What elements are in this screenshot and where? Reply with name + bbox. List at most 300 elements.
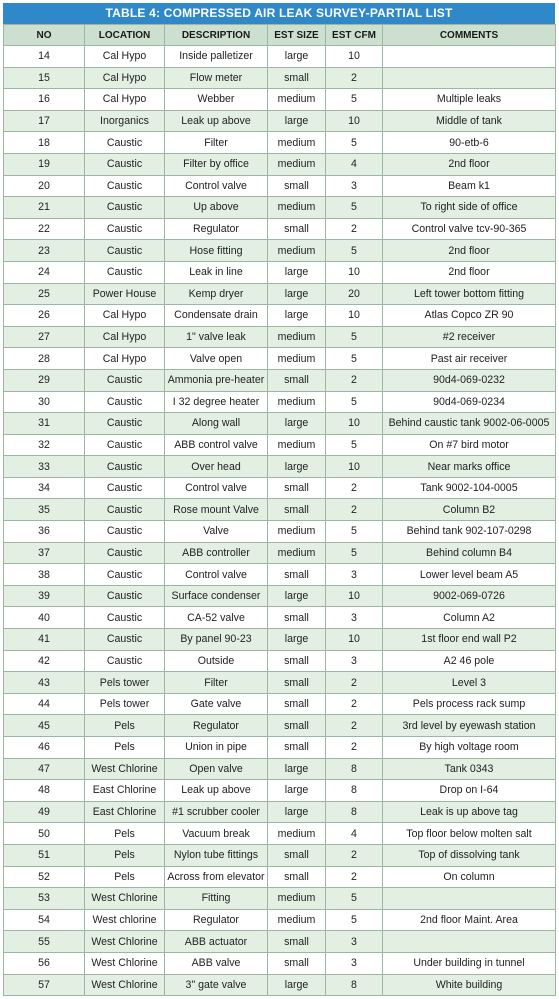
cell-description: Along wall <box>165 413 268 435</box>
cell-comments: Tank 9002-104-0005 <box>383 477 556 499</box>
cell-comments: Top of dissolving tank <box>383 844 556 866</box>
cell-est-size: large <box>268 46 326 68</box>
cell-comments <box>383 46 556 68</box>
cell-location: Caustic <box>85 218 165 240</box>
cell-est-size: medium <box>268 89 326 111</box>
cell-est-cfm: 2 <box>326 715 383 737</box>
cell-no: 28 <box>4 348 85 370</box>
cell-est-size: medium <box>268 197 326 219</box>
cell-comments: On column <box>383 866 556 888</box>
cell-location: West Chlorine <box>85 931 165 953</box>
cell-est-size: medium <box>268 132 326 154</box>
cell-est-cfm: 5 <box>326 434 383 456</box>
cell-comments: Leak is up above tag <box>383 801 556 823</box>
cell-description: ABB actuator <box>165 931 268 953</box>
table-row <box>4 175 556 197</box>
header-comments: COMMENTS <box>383 25 556 46</box>
cell-location: Inorganics <box>85 110 165 132</box>
cell-location: Pels <box>85 823 165 845</box>
cell-description: Ammonia pre-heater <box>165 369 268 391</box>
table-row <box>4 499 556 521</box>
cell-no: 39 <box>4 585 85 607</box>
cell-comments <box>383 67 556 89</box>
cell-no: 34 <box>4 477 85 499</box>
cell-est-cfm: 5 <box>326 132 383 154</box>
cell-est-cfm: 8 <box>326 974 383 996</box>
cell-location: West chlorine <box>85 909 165 931</box>
cell-location: West Chlorine <box>85 952 165 974</box>
cell-est-size: small <box>268 931 326 953</box>
cell-comments: 9002-069-0726 <box>383 585 556 607</box>
cell-est-cfm: 2 <box>326 67 383 89</box>
cell-no: 27 <box>4 326 85 348</box>
cell-comments: Left tower bottom fitting <box>383 283 556 305</box>
header-est-size: EST SIZE <box>268 25 326 46</box>
cell-description: Across from elevator <box>165 866 268 888</box>
cell-est-size: small <box>268 564 326 586</box>
table-row <box>4 758 556 780</box>
cell-est-cfm: 8 <box>326 780 383 802</box>
cell-no: 44 <box>4 693 85 715</box>
cell-location: Caustic <box>85 153 165 175</box>
cell-est-cfm: 3 <box>326 952 383 974</box>
leak-survey-table <box>3 24 556 996</box>
cell-est-size: large <box>268 974 326 996</box>
cell-location: Caustic <box>85 499 165 521</box>
table-row <box>4 952 556 974</box>
cell-no: 46 <box>4 737 85 759</box>
cell-comments: Tank 0343 <box>383 758 556 780</box>
cell-comments: By high voltage room <box>383 737 556 759</box>
cell-location: Caustic <box>85 650 165 672</box>
cell-no: 38 <box>4 564 85 586</box>
cell-est-cfm: 10 <box>326 46 383 68</box>
table-row <box>4 434 556 456</box>
table-row <box>4 348 556 370</box>
cell-no: 22 <box>4 218 85 240</box>
table-row <box>4 564 556 586</box>
table-row <box>4 477 556 499</box>
cell-comments: Under building in tunnel <box>383 952 556 974</box>
cell-est-cfm: 2 <box>326 477 383 499</box>
table-row <box>4 585 556 607</box>
cell-description: Union in pipe <box>165 737 268 759</box>
cell-est-cfm: 3 <box>326 607 383 629</box>
cell-no: 57 <box>4 974 85 996</box>
table-row <box>4 542 556 564</box>
cell-description: Nylon tube fittings <box>165 844 268 866</box>
table-row <box>4 89 556 111</box>
cell-comments <box>383 888 556 910</box>
cell-location: West Chlorine <box>85 888 165 910</box>
cell-location: Cal Hypo <box>85 89 165 111</box>
table-body <box>4 46 556 996</box>
table-row <box>4 110 556 132</box>
cell-no: 26 <box>4 305 85 327</box>
cell-est-size: large <box>268 780 326 802</box>
cell-est-cfm: 8 <box>326 758 383 780</box>
cell-description: Flow meter <box>165 67 268 89</box>
cell-no: 51 <box>4 844 85 866</box>
cell-comments: Level 3 <box>383 672 556 694</box>
cell-no: 20 <box>4 175 85 197</box>
cell-no: 50 <box>4 823 85 845</box>
cell-location: Cal Hypo <box>85 67 165 89</box>
cell-comments: Beam k1 <box>383 175 556 197</box>
cell-est-cfm: 10 <box>326 261 383 283</box>
cell-est-cfm: 10 <box>326 456 383 478</box>
cell-est-cfm: 10 <box>326 585 383 607</box>
cell-description: Over head <box>165 456 268 478</box>
cell-est-cfm: 5 <box>326 326 383 348</box>
cell-comments: #2 receiver <box>383 326 556 348</box>
cell-est-size: small <box>268 369 326 391</box>
cell-est-cfm: 2 <box>326 737 383 759</box>
cell-location: Pels tower <box>85 693 165 715</box>
cell-est-size: large <box>268 758 326 780</box>
cell-comments: On #7 bird motor <box>383 434 556 456</box>
leak-survey-table-container <box>3 3 555 996</box>
cell-comments: 2nd floor <box>383 261 556 283</box>
cell-est-size: medium <box>268 888 326 910</box>
cell-location: Cal Hypo <box>85 348 165 370</box>
table-row <box>4 801 556 823</box>
cell-est-size: medium <box>268 391 326 413</box>
cell-comments: 90d4-069-0234 <box>383 391 556 413</box>
cell-est-cfm: 5 <box>326 521 383 543</box>
cell-location: Cal Hypo <box>85 326 165 348</box>
cell-no: 19 <box>4 153 85 175</box>
cell-no: 49 <box>4 801 85 823</box>
cell-est-cfm: 2 <box>326 218 383 240</box>
cell-est-cfm: 2 <box>326 866 383 888</box>
cell-est-size: small <box>268 650 326 672</box>
cell-est-size: small <box>268 693 326 715</box>
cell-description: Condensate drain <box>165 305 268 327</box>
cell-est-size: small <box>268 175 326 197</box>
cell-comments: Pels process rack sump <box>383 693 556 715</box>
cell-est-size: large <box>268 305 326 327</box>
cell-no: 23 <box>4 240 85 262</box>
cell-est-cfm: 8 <box>326 801 383 823</box>
cell-comments: 3rd level by eyewash station <box>383 715 556 737</box>
cell-description: ABB controller <box>165 542 268 564</box>
cell-est-cfm: 4 <box>326 823 383 845</box>
cell-location: Pels <box>85 844 165 866</box>
cell-description: By panel 90-23 <box>165 629 268 651</box>
table-row <box>4 521 556 543</box>
cell-location: Caustic <box>85 391 165 413</box>
table-row <box>4 261 556 283</box>
cell-est-size: large <box>268 413 326 435</box>
table-row <box>4 672 556 694</box>
cell-location: Caustic <box>85 240 165 262</box>
cell-est-cfm: 10 <box>326 305 383 327</box>
table-row <box>4 780 556 802</box>
cell-no: 41 <box>4 629 85 651</box>
cell-location: Caustic <box>85 175 165 197</box>
cell-comments: Past air receiver <box>383 348 556 370</box>
cell-no: 16 <box>4 89 85 111</box>
cell-est-size: large <box>268 456 326 478</box>
cell-est-cfm: 5 <box>326 542 383 564</box>
cell-comments: Multiple leaks <box>383 89 556 111</box>
cell-est-size: large <box>268 283 326 305</box>
cell-est-size: large <box>268 629 326 651</box>
cell-comments: Near marks office <box>383 456 556 478</box>
table-row <box>4 67 556 89</box>
header-description: DESCRIPTION <box>165 25 268 46</box>
table-row <box>4 844 556 866</box>
table-row <box>4 132 556 154</box>
table-row <box>4 888 556 910</box>
cell-comments: Lower level beam A5 <box>383 564 556 586</box>
cell-est-cfm: 2 <box>326 672 383 694</box>
cell-description: Webber <box>165 89 268 111</box>
cell-est-size: small <box>268 844 326 866</box>
cell-comments: 1st floor end wall P2 <box>383 629 556 651</box>
cell-est-size: small <box>268 67 326 89</box>
cell-no: 47 <box>4 758 85 780</box>
cell-est-size: large <box>268 585 326 607</box>
cell-est-cfm: 5 <box>326 197 383 219</box>
table-row <box>4 737 556 759</box>
cell-est-size: medium <box>268 521 326 543</box>
cell-no: 17 <box>4 110 85 132</box>
table-row <box>4 369 556 391</box>
cell-est-cfm: 3 <box>326 175 383 197</box>
table-row <box>4 823 556 845</box>
cell-description: Control valve <box>165 477 268 499</box>
cell-est-cfm: 2 <box>326 693 383 715</box>
cell-est-size: small <box>268 218 326 240</box>
cell-location: Caustic <box>85 607 165 629</box>
cell-est-cfm: 2 <box>326 844 383 866</box>
cell-description: Rose mount Valve <box>165 499 268 521</box>
cell-location: Cal Hypo <box>85 305 165 327</box>
cell-no: 56 <box>4 952 85 974</box>
cell-no: 42 <box>4 650 85 672</box>
cell-description: #1 scrubber cooler <box>165 801 268 823</box>
cell-est-size: small <box>268 607 326 629</box>
cell-est-size: small <box>268 477 326 499</box>
cell-description: Fitting <box>165 888 268 910</box>
cell-description: Leak in line <box>165 261 268 283</box>
cell-est-cfm: 5 <box>326 348 383 370</box>
cell-est-size: small <box>268 715 326 737</box>
cell-description: Hose fitting <box>165 240 268 262</box>
header-est-cfm: EST CFM <box>326 25 383 46</box>
table-row <box>4 866 556 888</box>
cell-description: CA-52 valve <box>165 607 268 629</box>
cell-location: Caustic <box>85 369 165 391</box>
cell-description: Vacuum break <box>165 823 268 845</box>
table-title: TABLE 4: COMPRESSED AIR LEAK SURVEY-PARTIAL LIST <box>3 3 555 24</box>
cell-description: Inside palletizer <box>165 46 268 68</box>
cell-no: 52 <box>4 866 85 888</box>
cell-location: Power House <box>85 283 165 305</box>
cell-location: Cal Hypo <box>85 46 165 68</box>
cell-comments: Control valve tcv-90-365 <box>383 218 556 240</box>
cell-description: Filter <box>165 132 268 154</box>
cell-description: Gate valve <box>165 693 268 715</box>
cell-no: 43 <box>4 672 85 694</box>
cell-description: ABB valve <box>165 952 268 974</box>
cell-description: Valve open <box>165 348 268 370</box>
table-row <box>4 153 556 175</box>
cell-comments: To right side of office <box>383 197 556 219</box>
cell-est-size: large <box>268 110 326 132</box>
cell-no: 32 <box>4 434 85 456</box>
cell-est-cfm: 5 <box>326 909 383 931</box>
cell-location: Caustic <box>85 477 165 499</box>
cell-comments: Top floor below molten salt <box>383 823 556 845</box>
cell-location: Caustic <box>85 456 165 478</box>
cell-location: Caustic <box>85 413 165 435</box>
cell-est-size: small <box>268 952 326 974</box>
cell-comments: White building <box>383 974 556 996</box>
cell-comments <box>383 931 556 953</box>
cell-no: 14 <box>4 46 85 68</box>
cell-est-size: medium <box>268 434 326 456</box>
table-row <box>4 305 556 327</box>
header-location: LOCATION <box>85 25 165 46</box>
table-row <box>4 909 556 931</box>
cell-location: Caustic <box>85 197 165 219</box>
cell-location: East Chlorine <box>85 801 165 823</box>
cell-est-cfm: 3 <box>326 650 383 672</box>
cell-description: Valve <box>165 521 268 543</box>
header-row <box>4 25 556 46</box>
cell-location: Caustic <box>85 434 165 456</box>
cell-no: 25 <box>4 283 85 305</box>
cell-location: Caustic <box>85 261 165 283</box>
cell-no: 30 <box>4 391 85 413</box>
cell-location: Caustic <box>85 521 165 543</box>
cell-est-cfm: 5 <box>326 391 383 413</box>
cell-description: Filter by office <box>165 153 268 175</box>
cell-description: Outside <box>165 650 268 672</box>
cell-description: Control valve <box>165 564 268 586</box>
cell-comments: 2nd floor Maint. Area <box>383 909 556 931</box>
cell-location: Caustic <box>85 564 165 586</box>
cell-est-cfm: 10 <box>326 110 383 132</box>
cell-location: Pels <box>85 715 165 737</box>
cell-description: Regulator <box>165 909 268 931</box>
cell-comments: 90-etb-6 <box>383 132 556 154</box>
cell-est-size: medium <box>268 542 326 564</box>
cell-comments: A2 46 pole <box>383 650 556 672</box>
cell-est-size: small <box>268 499 326 521</box>
cell-no: 35 <box>4 499 85 521</box>
cell-est-cfm: 3 <box>326 564 383 586</box>
cell-est-cfm: 2 <box>326 369 383 391</box>
cell-description: Leak up above <box>165 110 268 132</box>
table-row <box>4 391 556 413</box>
cell-no: 29 <box>4 369 85 391</box>
table-row <box>4 456 556 478</box>
cell-no: 53 <box>4 888 85 910</box>
cell-description: Control valve <box>165 175 268 197</box>
cell-est-cfm: 2 <box>326 499 383 521</box>
cell-comments: 2nd floor <box>383 240 556 262</box>
cell-est-cfm: 5 <box>326 888 383 910</box>
cell-est-cfm: 10 <box>326 413 383 435</box>
cell-location: West Chlorine <box>85 758 165 780</box>
cell-est-size: small <box>268 866 326 888</box>
cell-est-size: large <box>268 261 326 283</box>
cell-no: 36 <box>4 521 85 543</box>
cell-comments: Drop on I-64 <box>383 780 556 802</box>
cell-description: Filter <box>165 672 268 694</box>
table-row <box>4 413 556 435</box>
table-row <box>4 197 556 219</box>
cell-description: I 32 degree heater <box>165 391 268 413</box>
cell-location: Pels tower <box>85 672 165 694</box>
cell-location: Pels <box>85 866 165 888</box>
cell-no: 54 <box>4 909 85 931</box>
cell-no: 15 <box>4 67 85 89</box>
table-row <box>4 693 556 715</box>
cell-comments: Middle of tank <box>383 110 556 132</box>
cell-comments: 90d4-069-0232 <box>383 369 556 391</box>
cell-description: 3" gate valve <box>165 974 268 996</box>
cell-no: 24 <box>4 261 85 283</box>
cell-est-size: small <box>268 672 326 694</box>
cell-est-size: medium <box>268 348 326 370</box>
cell-comments: Column B2 <box>383 499 556 521</box>
table-row <box>4 629 556 651</box>
cell-location: West Chlorine <box>85 974 165 996</box>
table-row <box>4 46 556 68</box>
cell-est-size: medium <box>268 153 326 175</box>
cell-comments: Behind caustic tank 9002-06-0005 <box>383 413 556 435</box>
table-row <box>4 607 556 629</box>
cell-est-size: medium <box>268 240 326 262</box>
cell-comments: Atlas Copco ZR 90 <box>383 305 556 327</box>
cell-est-cfm: 20 <box>326 283 383 305</box>
cell-comments: 2nd floor <box>383 153 556 175</box>
cell-comments: Column A2 <box>383 607 556 629</box>
cell-est-cfm: 3 <box>326 931 383 953</box>
cell-no: 37 <box>4 542 85 564</box>
table-row <box>4 283 556 305</box>
cell-no: 33 <box>4 456 85 478</box>
cell-location: East Chlorine <box>85 780 165 802</box>
cell-description: Open valve <box>165 758 268 780</box>
table-row <box>4 326 556 348</box>
cell-description: Up above <box>165 197 268 219</box>
cell-no: 40 <box>4 607 85 629</box>
cell-location: Pels <box>85 737 165 759</box>
table-row <box>4 240 556 262</box>
cell-est-size: large <box>268 801 326 823</box>
cell-description: Regulator <box>165 715 268 737</box>
cell-no: 21 <box>4 197 85 219</box>
table-row <box>4 218 556 240</box>
cell-location: Caustic <box>85 629 165 651</box>
cell-description: ABB control valve <box>165 434 268 456</box>
cell-location: Caustic <box>85 585 165 607</box>
cell-est-cfm: 5 <box>326 240 383 262</box>
cell-description: Surface condenser <box>165 585 268 607</box>
cell-description: Regulator <box>165 218 268 240</box>
cell-est-cfm: 4 <box>326 153 383 175</box>
cell-no: 45 <box>4 715 85 737</box>
cell-est-size: small <box>268 737 326 759</box>
cell-no: 31 <box>4 413 85 435</box>
cell-est-size: medium <box>268 823 326 845</box>
